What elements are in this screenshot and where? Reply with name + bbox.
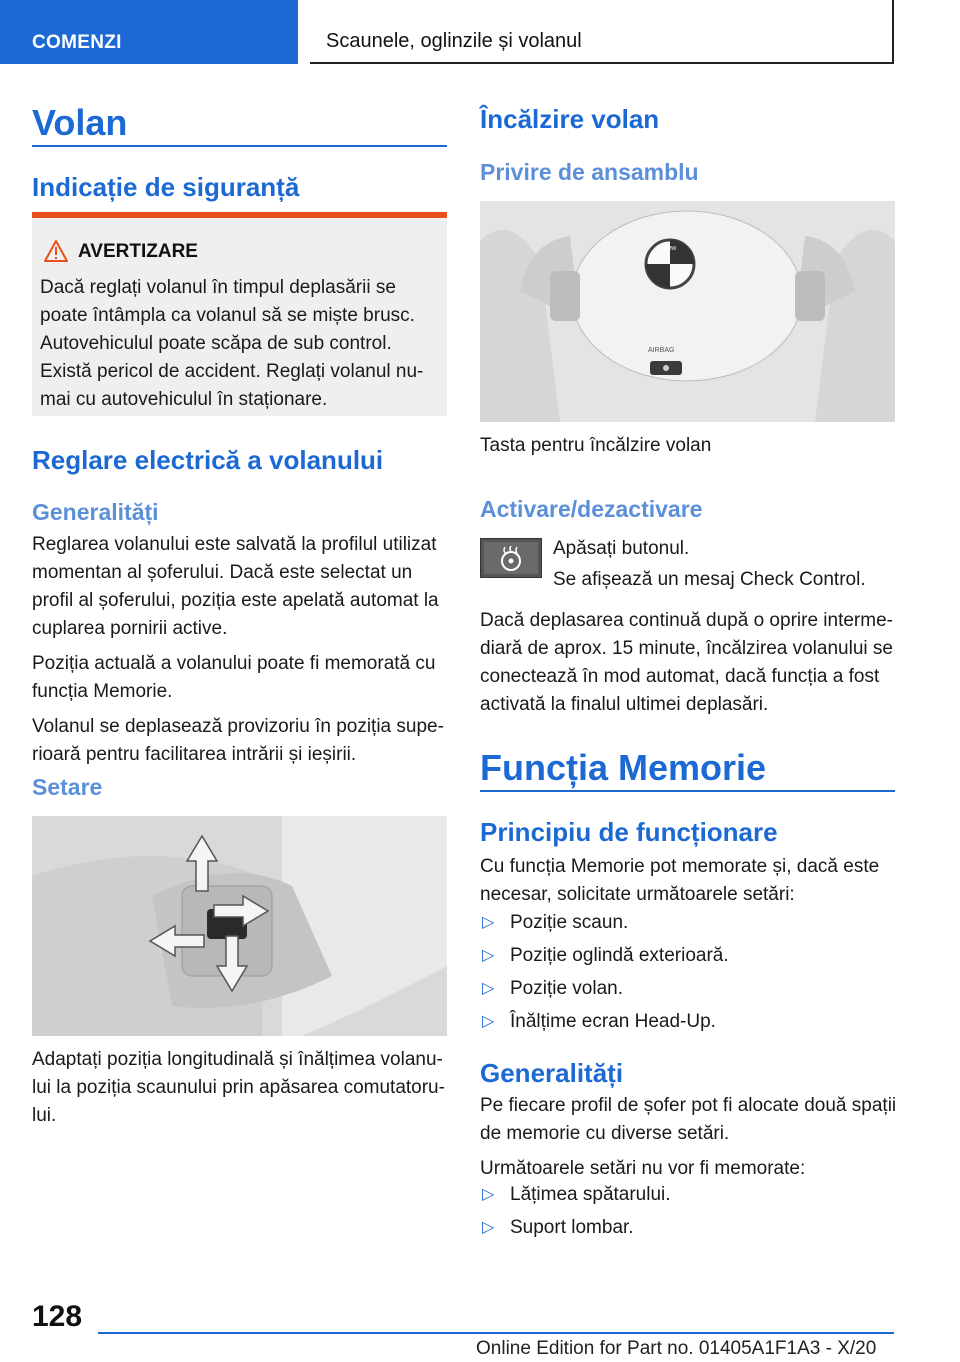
safety-heading: Indicație de siguranță [32, 172, 300, 202]
header-chapter-tab [310, 0, 894, 64]
caption-line: lui la poziția scaunului prin apăsarea comutatoru- [32, 1077, 445, 1098]
paragraph-line: activată la finalul ultimei deplasări. [480, 694, 769, 715]
paragraph-line: Cu funcția Memorie pot memorate și, dacă este [480, 856, 880, 877]
activate-step-2: Se afișează un mesaj Check Control. [553, 569, 866, 590]
activate-heading: Activare/dezactivare [480, 496, 703, 522]
warning-text [40, 274, 445, 414]
steering-adjust-switch-image [32, 816, 447, 1036]
activate-step-1: Apăsați butonul. [553, 538, 690, 559]
header-section-tab [0, 0, 298, 64]
bullet-triangle-icon: ▷ [482, 1013, 495, 1030]
principle-paragraph [480, 853, 900, 909]
bullet-triangle-icon: ▷ [482, 1219, 495, 1236]
title-rule [32, 145, 447, 147]
paragraph-line: conectează în mod automat, dacă funcția a fost [480, 666, 880, 687]
paragraph-line: profil al șoferului, poziția este apelată automat la [32, 590, 439, 611]
activate-paragraph [480, 607, 900, 719]
paragraph-line: necesar, solicitate următoarele setări: [480, 884, 795, 905]
setare-heading: Setare [32, 774, 103, 800]
warning-line: poate întâmpla ca volanul să se miște brusc. [40, 305, 415, 326]
steering-wheel-image [480, 201, 895, 422]
airbag-label: AIRBAG [648, 347, 675, 354]
general-heading: Generalități [32, 499, 159, 525]
footer-rule [98, 1332, 894, 1334]
warning-line: mai cu autovehiculul în staționare. [40, 389, 328, 410]
page-number: 128 [32, 1300, 83, 1333]
setare-caption [32, 1046, 452, 1130]
warning-line: Există pericol de accident. Reglați volanul nu- [40, 361, 424, 382]
overview-caption: Tasta pentru încălzire volan [480, 435, 712, 456]
paragraph-line: funcția Memorie. [32, 681, 173, 702]
header-chapter-label: Scaunele, oglinzile și volanul [326, 30, 582, 52]
warning-triangle-icon [44, 240, 68, 262]
memory-title-rule [480, 790, 895, 792]
paragraph-line: Volanul se deplasează provizoriu în poziția supe- [32, 716, 444, 737]
paragraph-line: Următoarele setări nu vor fi memorate: [480, 1158, 806, 1179]
caption-line: lui. [32, 1105, 57, 1126]
paragraph-line: de memorie cu diverse setări. [480, 1123, 730, 1144]
general-heading-right: Generalități [480, 1058, 624, 1088]
bullet-triangle-icon: ▷ [482, 914, 495, 931]
header-section-label: COMENZI [32, 32, 122, 53]
bullet-triangle-icon: ▷ [482, 947, 495, 964]
paragraph-line: Poziția actuală a volanului poate fi memorată cu [32, 653, 436, 674]
steering-heating-heading: Încălzire volan [480, 104, 660, 134]
paragraph-line: momentan al șoferului. Dacă este selectat un [32, 562, 413, 583]
paragraph-line: Dacă deplasarea continuă după o oprire interme- [480, 610, 893, 631]
edition-text: Online Edition for Part no. 01405A1F1A3 - X/20 [476, 1338, 877, 1359]
paragraph-line: diară de aprox. 15 minute, încălzirea volanului se [480, 638, 893, 659]
principle-heading: Principiu de funcționare [480, 817, 778, 847]
electric-adjust-heading: Reglare electrică a volanului [32, 445, 384, 475]
warning-label: AVERTIZARE [78, 241, 198, 262]
overview-heading: Privire de ansamblu [480, 159, 699, 185]
warning-line: Autovehiculul poate scăpa de sub control. [40, 333, 392, 354]
paragraph-line: cuplarea pornirii active. [32, 618, 228, 639]
paragraph-line: rioară pentru facilitarea intrării și ieșirii. [32, 744, 357, 765]
general-paragraph-right [480, 1092, 900, 1183]
bullet-triangle-icon: ▷ [482, 980, 495, 997]
memory-function-title: Funcția Memorie [480, 747, 767, 788]
bullet-triangle-icon: ▷ [482, 1186, 495, 1203]
paragraph-line: Reglarea volanului este salvată la profilul utilizat [32, 534, 437, 555]
paragraph-line: Pe fiecare profil de șofer pot fi alocate două spații [480, 1095, 897, 1116]
page-title: Volan [32, 102, 128, 143]
steering-heating-button-icon [480, 538, 542, 578]
bmw-label: BMW [664, 246, 677, 252]
warning-line: Dacă reglați volanul în timpul deplasării se [40, 277, 396, 298]
general-paragraphs [32, 531, 452, 769]
caption-line: Adaptați poziția longitudinală și înălțimea volanu- [32, 1049, 443, 1070]
